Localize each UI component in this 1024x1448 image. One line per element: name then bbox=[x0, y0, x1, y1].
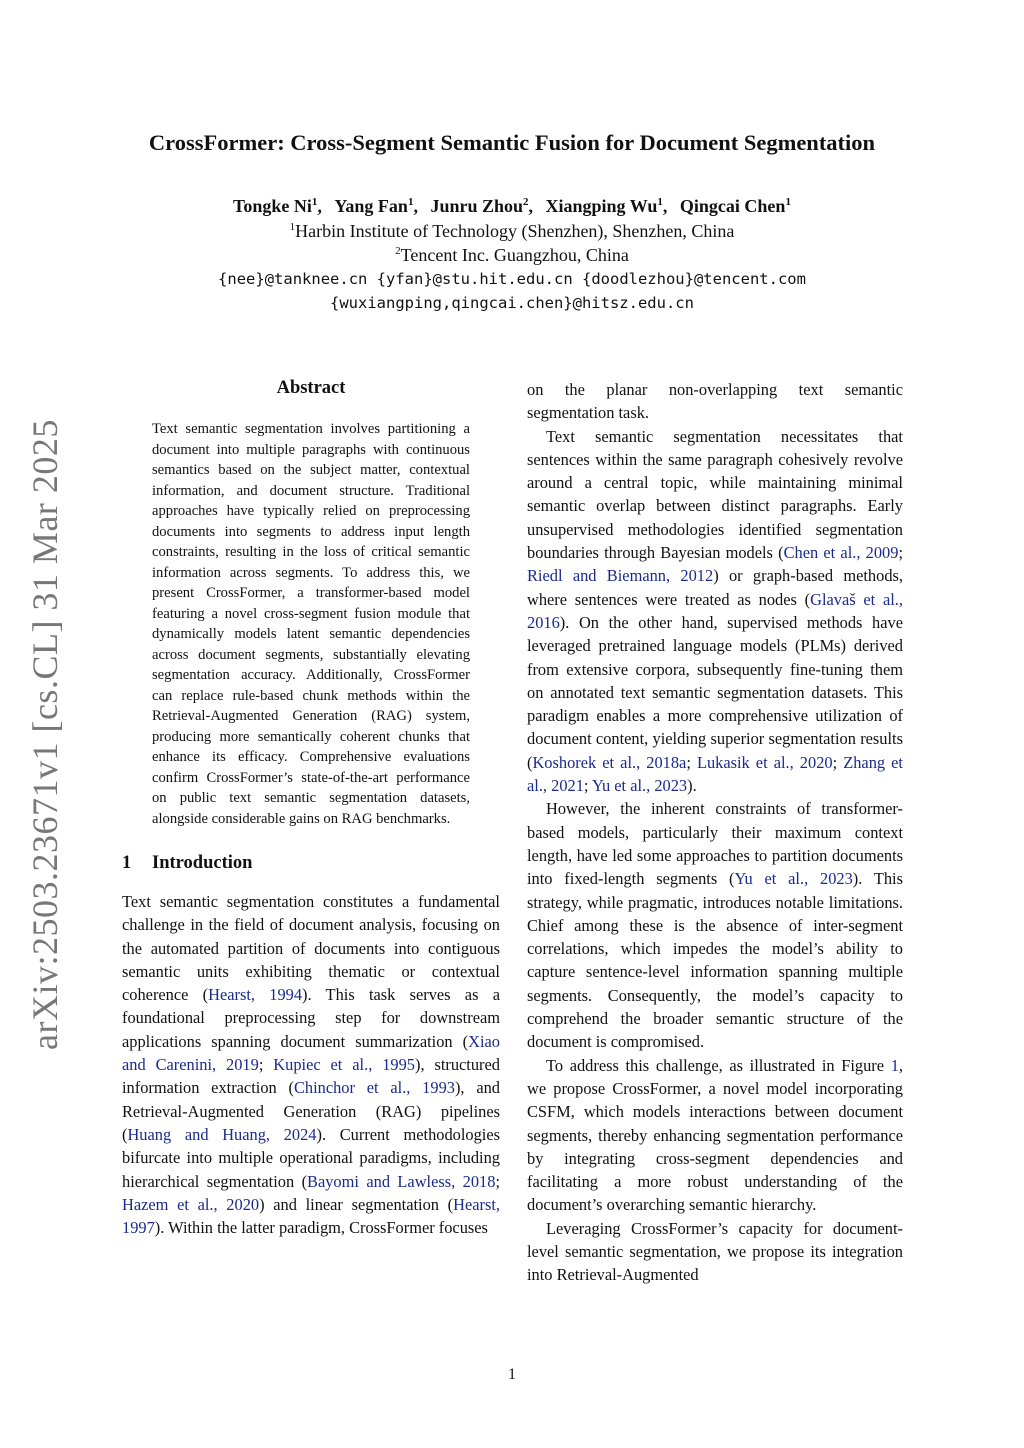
author: Junru Zhou$^2$, bbox=[430, 196, 534, 216]
page-number: 1 bbox=[508, 1366, 516, 1383]
author: Tongke Ni$^1$, bbox=[233, 196, 322, 216]
author-list bbox=[0, 196, 1024, 217]
arxiv-stamp: arXiv:2503.23671v1 [cs.CL] 31 Mar 2025 bbox=[25, 419, 65, 1050]
abstract-heading: Abstract bbox=[276, 378, 346, 398]
email-line: {wuxiangping,qingcai.chen}@hitsz.edu.cn bbox=[330, 294, 694, 312]
citation-link[interactable]: Kupiec et al., 1995 bbox=[273, 1055, 415, 1075]
body-paragraph: However, the inherent constraints of transformer-based models, particularly their maximum context length, have led some approaches to partition documents into fixed-length segments (Yu et al., 2023). This strategy, while pragmatic, introduces notable limitations. Chief among these is the absence of inter-segment correlations, which impedes the model’s ability to capture sentence-level information spanning multiple segments. Consequently, the model’s capacity to comprehend the broader semantic structure of the document is compromised. bbox=[527, 799, 903, 1052]
figure-ref-link[interactable]: 1 bbox=[890, 1055, 899, 1075]
abstract-text: Text semantic segmentation involves partitioning a document into multiple paragraphs with continuous semantics based on the subject matter, contextual information, and document structure. Traditional approaches have typically relied on preprocessing documents into segments to address input length constraints, resulting in the loss of critical semantic information across segments. To address this, we present CrossFormer, a transformer-based model featuring a novel cross-segment fusion module that dynamically models latent semantic dependencies across document segments, substantially elevating segmentation accuracy. Additionally, CrossFormer can replace rule-based chunk methods within the Retrieval-Augmented Generation (RAG) system, producing more semantically coherent chunks that enhance its efficacy. Comprehensive evaluations confirm CrossFormer’s state-of-the-art performance on public text semantic segmentation datasets, alongside considerable gains on RAG benchmarks. bbox=[152, 421, 470, 827]
citation-link[interactable]: Chinchor et al., 1993 bbox=[293, 1078, 455, 1098]
citation-link[interactable]: Yu et al., 2023 bbox=[591, 776, 688, 796]
affiliation: $^1$Harbin Institute of Technology (Shenzhen), Shenzhen, China bbox=[289, 221, 735, 241]
citation-link[interactable]: Chen et al., 2009 bbox=[783, 543, 899, 563]
citation-link[interactable]: Hearst, 1994 bbox=[208, 985, 303, 1005]
paper-title: CrossFormer: Cross-Segment Semantic Fusion for Document Segmentation bbox=[148, 130, 876, 155]
body-paragraph: on the planar non-overlapping text semantic segmentation task. bbox=[527, 380, 903, 423]
body-paragraph: Leveraging CrossFormer’s capacity for document-level semantic segmentation, we propose its integration into Retrieval-Augmented bbox=[527, 1218, 903, 1285]
citation-link[interactable]: Huang and Huang, 2024 bbox=[127, 1124, 317, 1144]
email-line: {nee}@tanknee.cn {yfan}@stu.hit.edu.cn {doodlezhou}@tencent.com bbox=[218, 270, 806, 288]
right-column bbox=[527, 378, 903, 1287]
citation-link[interactable]: Riedl and Biemann, 2012 bbox=[527, 566, 714, 586]
citation-link[interactable]: Koshorek et al., 2018a bbox=[532, 752, 687, 772]
author: Qingcai Chen$^1$ bbox=[679, 196, 791, 216]
citation-link[interactable]: Xiao and Carenini, 2019 bbox=[122, 1031, 500, 1075]
intro-paragraph: Text semantic segmentation constitutes a fundamental challenge in the field of document analysis, focusing on the automated partition of documents into contiguous semantic units exhibiting thematic or contextual coherence (Hearst, 1994). This task serves as a foundational preprocessing step for downstream applications spanning document summarization (Xiao and Carenini, 2019; Kupiec et al., 1995), structured information extraction (Chinchor et al., 1993), and Retrieval-Augmented Generation (RAG) pipelines (Huang and Huang, 2024). Current methodologies bifurcate into multiple operational paradigms, including hierarchical segmentation (Bayomi and Lawless, 2018; Hazem et al., 2020) and linear segmentation (Hearst, 1997). Within the latter paradigm, CrossFormer focuses bbox=[122, 892, 500, 1238]
left-column bbox=[122, 378, 500, 1239]
citation-link[interactable]: Zhang et al., 2021 bbox=[527, 752, 903, 796]
citation-link[interactable]: Glavaš et al., 2016 bbox=[527, 589, 903, 632]
author: Xiangping Wu$^1$, bbox=[545, 196, 668, 216]
citation-link[interactable]: Hearst, 1997 bbox=[122, 1194, 500, 1238]
citation-link[interactable]: Lukasik et al., 2020 bbox=[696, 752, 833, 772]
affiliation: $^2$Tencent Inc. Guangzhou, China bbox=[395, 245, 629, 265]
body-paragraph: To address this challenge, as illustrated in Figure 1, we propose CrossFormer, a novel model incorporating CSFM, which models interactions between document segments, thereby enhancing segmentation performance by integrating cross-segment dependencies and facilitating a more robust understanding of the document’s overarching semantic hierarchy. bbox=[527, 1055, 903, 1215]
citation-link[interactable]: Yu et al., 2023 bbox=[734, 869, 853, 889]
citation-link[interactable]: Hazem et al., 2020 bbox=[122, 1194, 260, 1214]
citation-link[interactable]: Bayomi and Lawless, 2018 bbox=[307, 1171, 496, 1191]
body-paragraph: Text semantic segmentation necessitates that sentences within the same paragraph cohesively revolve around a central topic, while maintaining minimal semantic overlap between distinct paragraphs. Early unsupervised methodologies identified segmentation boundaries through Bayesian models (Chen et al., 2009; Riedl and Biemann, 2012) or graph-based methods, where sentences were treated as nodes (Glavaš et al., 2016). On the other hand, supervised methods have leveraged pretrained language models (PLMs) derived from extensive corpora, subsequently fine-tuning them on annotated text semantic segmentation datasets. This paradigm enables a more comprehensive utilization of document content, yielding superior segmentation results (Koshorek et al., 2018a; Lukasik et al., 2020; Zhang et al., 2021; Yu et al., 2023). bbox=[527, 426, 903, 796]
section-heading: 1 Introduction bbox=[122, 853, 253, 873]
author: Yang Fan$^1$, bbox=[334, 196, 418, 216]
